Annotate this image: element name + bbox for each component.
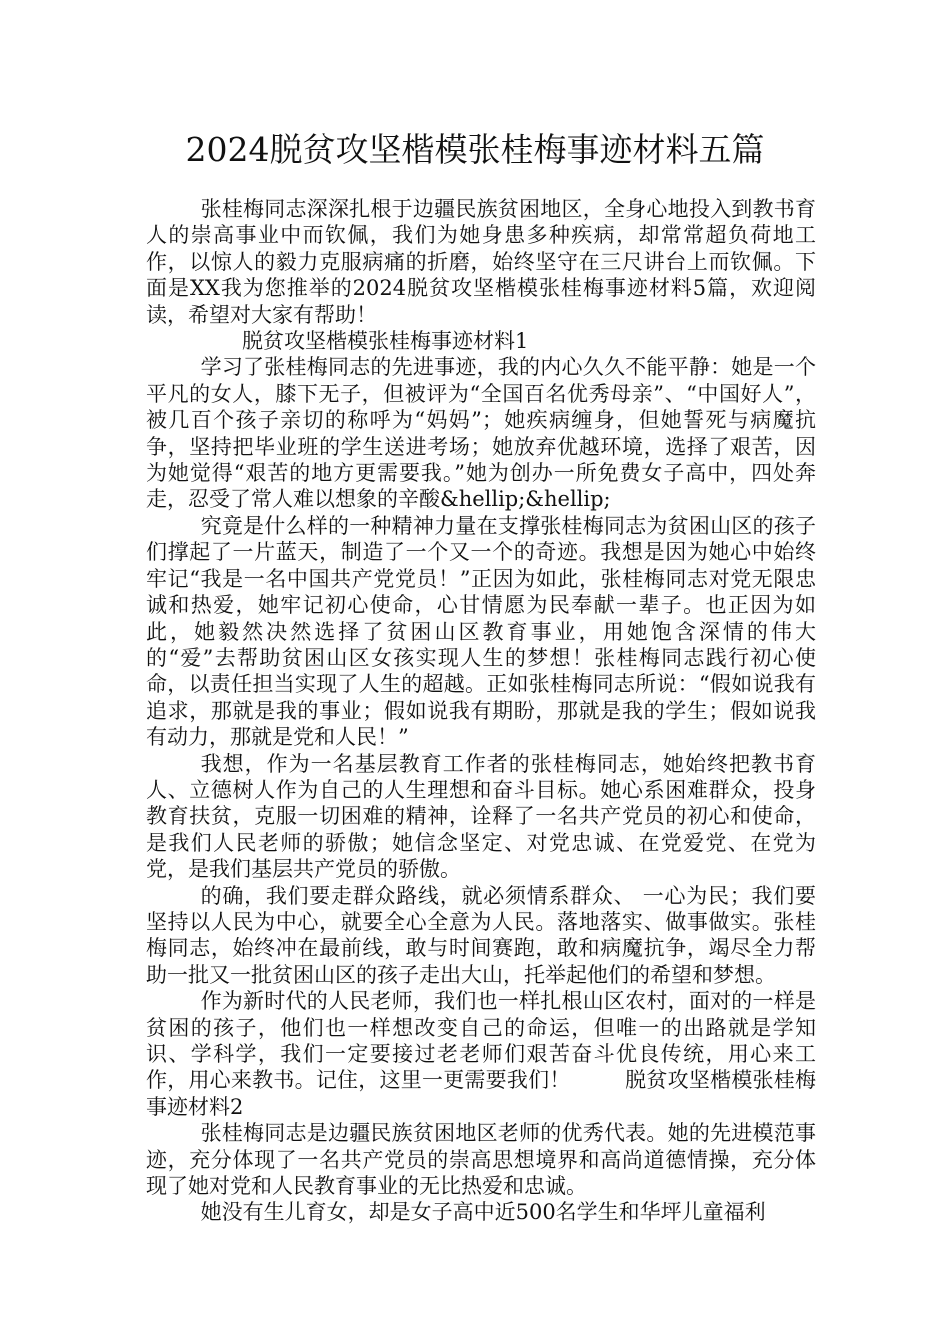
section-1-paragraph-5-text: 作为新时代的人民老师，我们也一样扎根山区农村，面对的一样是贫困的孩子，他们也一样想改变自己的命运，但唯一的出路就是学知识、学科学，我们一定要接过老老师们艰苦奋斗优良传统，用心来工作，用心来教书。记住，这里一更需要我们！ — [146, 989, 816, 1093]
document-title: 2024脱贫攻坚楷模张桂梅事迹材料五篇 — [185, 130, 765, 169]
section-1-paragraph-5 — [146, 988, 816, 1120]
section-1-paragraph-2: 究竟是什么样的一种精神力量在支撑张桂梅同志为贫困山区的孩子们撑起了一片蓝天，制造了一个又一个的奇迹。我想是因为她心中始终牢记“我是一名中国共产党党员！”正因为如此，张桂梅同志对党无限忠诚和热爱，她牢记初心使命，心甘情愿为民奉献一辈子。也正因为如此，她毅然决然选择了贫困山区教育事业，用她饱含深情的伟大的“爱”去帮助贫困山区女孩实现人生的梦想！张桂梅同志践行初心使命，以责任担当实现了人生的超越。正如张桂梅同志所说：“假如说我有追求，那就是我的事业；假如说我有期盼，那就是我的学生；假如说我有动力，那就是党和人民！” — [146, 513, 816, 750]
intro-paragraph: 张桂梅同志深深扎根于边疆民族贫困地区，全身心地投入到教书育人的崇高事业中而钦佩，我们为她身患多种疾病，却常常超负荷地工作，以惊人的毅力克服病痛的折磨，始终坚守在三尺讲台上而钦佩。下面是XX我为您推举的2024脱贫攻坚楷模张桂梅事迹材料5篇，欢迎阅读，希望对大家有帮助！ — [146, 197, 816, 327]
document-body — [146, 196, 816, 1226]
section-1-heading: 脱贫攻坚楷模张桂梅事迹材料1 — [242, 329, 529, 354]
section-2-paragraph-2: 她没有生儿育女，却是女子高中近500名学生和华坪儿童福利 — [200, 1200, 766, 1225]
section-1-paragraph-1: 学习了张桂梅同志的先进事迹，我的内心久久不能平静：她是一个平凡的女人，膝下无子，但被评为“全国百名优秀母亲”、“中国好人”，被几百个孩子亲切的称呼为“妈妈”；她疾病缠身，但她誓死与病魔抗争，坚持把毕业班的学生送进考场；她放弃优越环境，选择了艰苦，因为她觉得“艰苦的地方更需要我。”她为创办一所免费女子高中，四处奔走，忍受了常人难以想象的辛酸&hellip;&hellip; — [146, 355, 816, 512]
section-2-heading: 脱贫攻坚楷模张桂梅事迹材料2 — [146, 1068, 817, 1119]
section-2-paragraph-1: 张桂梅同志是边疆民族贫困地区老师的优秀代表。她的先进模范事迹，充分体现了一名共产党员的崇高思想境界和高尚道德情操，充分体现了她对党和人民教育事业的无比热爱和忠诚。 — [146, 1121, 816, 1199]
section-1-paragraph-4: 的确，我们要走群众路线，就必须情系群众、 一心为民；我们要坚持以人民为中心，就要全心全意为人民。落地落实、做事做实。张桂梅同志，始终冲在最前线，敢与时间赛跑，敢和病魔抗争，竭尽全力帮助一批又一批贫困山区的孩子走出大山，托举起他们的希望和梦想。 — [146, 883, 816, 987]
section-1-paragraph-3: 我想，作为一名基层教育工作者的张桂梅同志，她始终把教书育人、立德树人作为自己的人生理想和奋斗目标。她心系困难群众，投身教育扶贫，克服一切困难的精神，诠释了一名共产党员的初心和使命，是我们人民老师的骄傲；她信念坚定、对党忠诚、在党爱党、在党为党，是我们基层共产党员的骄傲。 — [146, 751, 816, 882]
